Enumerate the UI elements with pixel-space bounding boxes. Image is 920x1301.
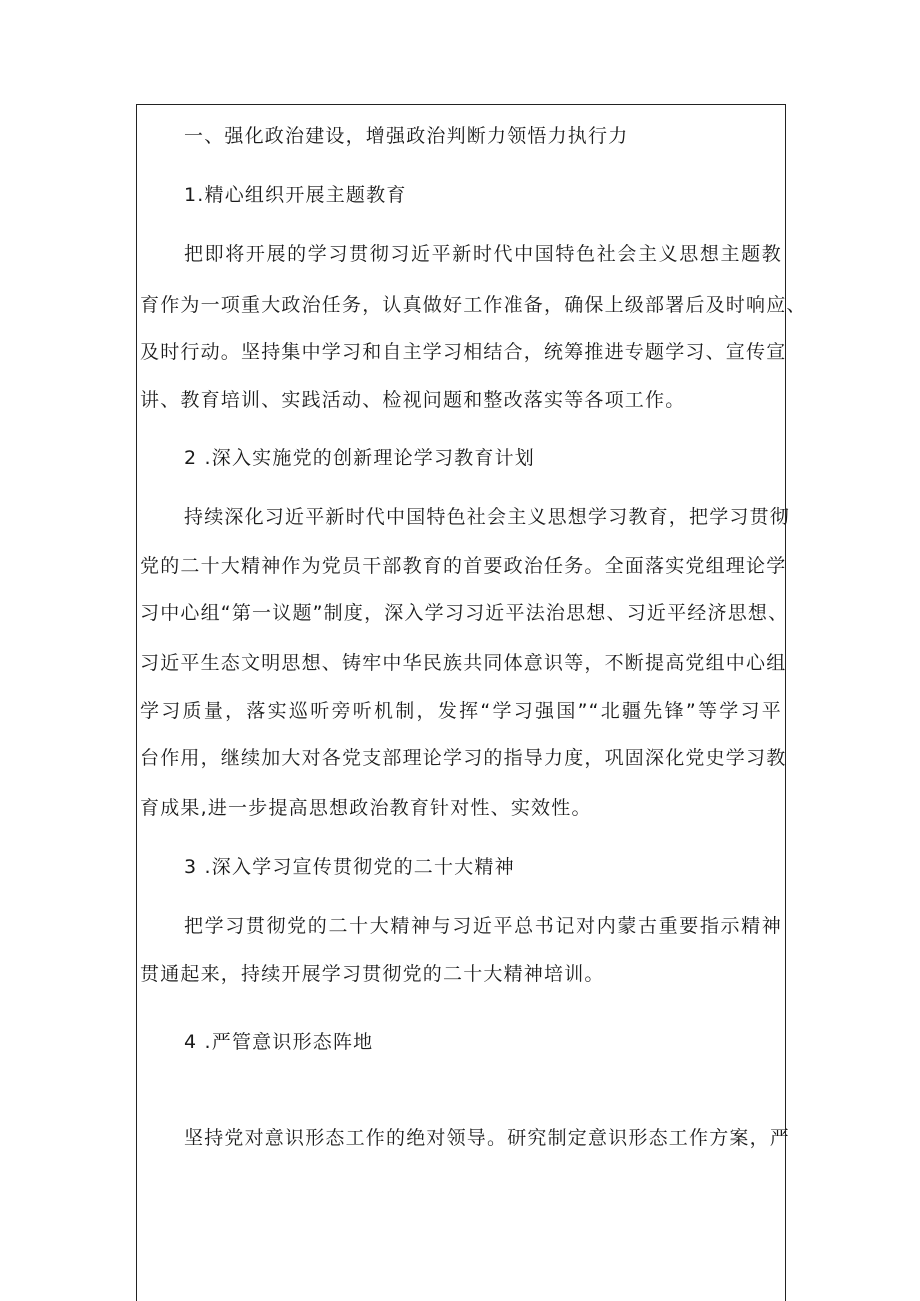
item-2-line-4: 习近平生态文明思想、铸牢中华民族共同体意识等，不断提高党组中心组 bbox=[140, 652, 787, 674]
item-2-line-3: 习中心组“第一议题”制度，深入学习习近平法治思想、习近平经济思想、 bbox=[140, 602, 789, 624]
item-1-line-1: 把即将开展的学习贯彻习近平新时代中国特色社会主义思想主题教 bbox=[184, 243, 782, 265]
item-3-line-1: 把学习贯彻党的二十大精神与习近平总书记对内蒙古重要指示精神 bbox=[184, 915, 782, 937]
item-3-line-2: 贯通起来，持续开展学习贯彻党的二十大精神培训。 bbox=[140, 963, 605, 985]
item-1-line-2: 育作为一项重大政治任务，认真做好工作准备，确保上级部署后及时响应、 bbox=[140, 294, 807, 316]
item-4-title: 4 .严管意识形态阵地 bbox=[184, 1031, 374, 1053]
item-1-line-4: 讲、教育培训、实践活动、检视问题和整改落实等各项工作。 bbox=[140, 389, 686, 411]
item-1-line-3: 及时行动。坚持集中学习和自主学习相结合，统筹推进专题学习、宣传宣 bbox=[140, 341, 787, 363]
item-3-title: 3 .深入学习宣传贯彻党的二十大精神 bbox=[184, 856, 515, 878]
item-2-line-6: 台作用，继续加大对各党支部理论学习的指导力度，巩固深化党史学习教 bbox=[140, 747, 787, 769]
item-4-line-1: 坚持党对意识形态工作的绝对领导。研究制定意识形态工作方案，严 bbox=[184, 1127, 791, 1149]
section-heading: 一、强化政治建设，增强政治判断力领悟力执行力 bbox=[184, 125, 629, 147]
item-2-line-7: 育成果,进一步提高思想政治教育针对性、实效性。 bbox=[140, 797, 592, 819]
item-2-title: 2 .深入实施党的创新理论学习教育计划 bbox=[184, 447, 535, 469]
item-2-line-5: 学习质量，落实巡听旁听机制，发挥“学习强国”“北疆先锋”等学习平 bbox=[140, 700, 782, 722]
item-1-title: 1.精心组织开展主题教育 bbox=[184, 184, 407, 206]
item-2-line-2: 党的二十大精神作为党员干部教育的首要政治任务。全面落实党组理论学 bbox=[140, 555, 787, 577]
item-2-line-1: 持续深化习近平新时代中国特色社会主义思想学习教育，把学习贯彻 bbox=[184, 506, 791, 528]
